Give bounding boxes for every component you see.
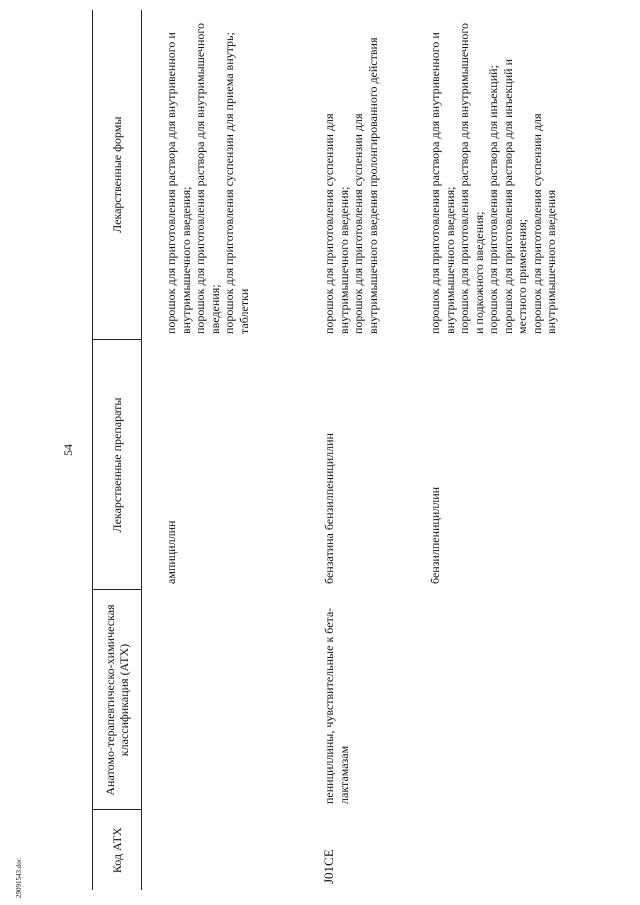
header-dosage-forms: Лекарственные формы [93,10,142,340]
dosage-form-item: порошок для приготовления раствора для внутривенного и внутримышечного введения; [428,32,457,334]
table-row [420,10,559,890]
atx-code-cell [142,810,315,890]
document-reference: 29091543.doc [15,858,23,898]
dosage-form-item: порошок для приготовления раствора для внутримышечного и подкожного введения; [457,22,486,334]
dosage-form-item: порошок для приготовления раствора для инъекций и местного применения; [500,59,529,334]
dosage-forms-cell [142,10,315,340]
drug-cell: бензатина бензилпенициллин [322,433,336,584]
dosage-form-item: порошок для приготовления суспензии для приема внутрь; [222,32,236,334]
dosage-form-item: порошок для приготовления суспензии для внутримышечного введения пролонгированного действия [351,37,380,334]
table-row [142,10,315,890]
dosage-forms-cell [314,10,420,340]
dosage-forms-cell [420,10,559,340]
dosage-forms-list [322,16,380,334]
dosage-form-item: порошок для приготовления раствора для внутримышечного введения; [193,22,222,334]
table-row [314,10,420,890]
classification-cell [142,590,315,810]
page-number: 54 [61,444,75,456]
header-atx-classification: Анатомо-терапевтическо-химическая классификация (АТХ) [93,590,142,810]
atx-code-cell [420,810,559,890]
dosage-form-item: таблетки [236,288,251,334]
table-header-row [93,10,142,890]
dosage-forms-list [164,16,251,334]
dosage-form-item: порошок для приготовления раствора для внутривенного и внутримышечного введения; [164,32,193,334]
drug-cell: бензилпенициллин [428,486,442,584]
atx-table [92,10,559,890]
dosage-forms-list [428,16,559,334]
classification-cell: пенициллины, чувствительные к бета-лактамазам [322,607,351,804]
atx-code-cell: J01CE [321,849,336,884]
classification-cell [420,590,559,810]
rotated-content [60,10,640,890]
dosage-form-item: порошок для приготовления суспензии для внутримышечного введения [529,113,558,334]
drug-cell: ампициллин [164,520,178,584]
dosage-form-item: порошок для приготовления раствора для инъекций; [486,65,500,334]
header-drugs: Лекарственные препараты [93,340,142,590]
dosage-form-item: порошок для приготовления суспензии для внутримышечного введения; [322,113,351,334]
header-atx-code: Код АТХ [93,810,142,890]
